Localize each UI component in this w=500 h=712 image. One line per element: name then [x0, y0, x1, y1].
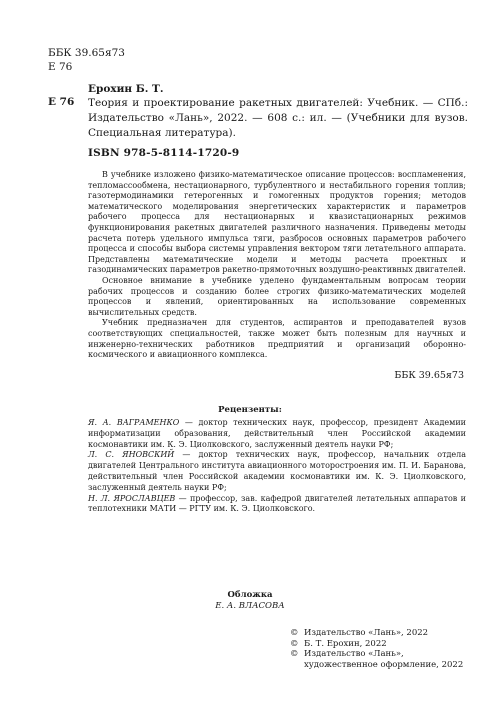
abstract-paragraph: Основное внимание в учебнике уделено фундаментальным вопросам теории рабочих процессов и созданию более строгих физико-математических моделей процессов и явлений, ориентированных на использование современных вычислительных средств. — [88, 275, 466, 317]
copyright-text: Издательство «Лань», 2022 — [304, 628, 429, 638]
bbk-code: ББК 39.65я73 — [48, 47, 125, 59]
author-name: Ерохин Б. Т. — [88, 83, 164, 95]
abstract-paragraph: В учебнике изложено физико-математическое описание процессов: воспламенения, тепломассообмена, нестационарного, турбулентного и нестабильного горения топлив; газотермодинамики гетерогенных и гомогенных продуктов горения; методов математического моделирования энергетических характеристик и параметров рабочего процесса для нестационарных и квазистационарных режимов функционирования ракетных двигателей различного назначения. Приведены методы расчета потерь удельного импульса тяги, разбросов основных параметров рабочего процесса и способы выбора системы управления вектором тяги летательного аппарата. Представлены математические модели и методы расчета проектных и газодинамических параметров ракетно-прямоточных воздушно-реактивных двигателей. — [88, 170, 466, 275]
reviewer-entry — [88, 418, 466, 450]
copyright-block — [290, 628, 463, 670]
udc-code: Е 76 — [48, 61, 73, 73]
abstract — [88, 170, 466, 361]
copyright-text: Б. Т. Ерохин, 2022 — [304, 638, 387, 649]
reviewer-name: Н. Л. ЯРОСЛАВЦЕВ — [88, 493, 176, 503]
reviewer-text: — профессор, зав. кафедрой двигателей летательных аппаратов и теплотехники МАТИ — РГТУ им. К. Э. Циолковского. — [88, 493, 466, 514]
copyright-icon: © — [290, 649, 299, 659]
copyright-icon: © — [290, 638, 299, 649]
reviewers-list — [88, 418, 466, 515]
reviewer-name: Я. А. ВАГРАМЕНКО — [88, 418, 180, 427]
copyright-line — [290, 660, 463, 671]
copyright-line — [290, 639, 463, 650]
bibliographic-description: Теория и проектирование ракетных двигателей: Учебник. — СПб.: Издательство «Лань», 2022. — 608 с.: ил. — (Учебники для вузов. Специальная литература). — [88, 97, 468, 139]
reviewer-entry — [88, 494, 466, 516]
reviewer-entry — [88, 450, 466, 493]
copyright-icon: © — [290, 628, 299, 638]
copyright-line — [290, 649, 463, 660]
entry-code: Е 76 — [48, 96, 75, 108]
abstract-paragraph: Учебник предназначен для студентов, аспирантов и преподавателей вузов соответствующих специальностей, также может быть полезным для научных и инженерно-технических работников предприятий и организаций оборонно-космического и авиационного комплекса. — [88, 318, 466, 360]
bbk-code-right: ББК 39.65я73 — [394, 370, 464, 381]
cover-label: Обложка — [227, 590, 273, 600]
copyright-text: художественное оформление, 2022 — [304, 659, 464, 670]
copyright-text: Издательство «Лань», — [304, 649, 404, 659]
reviewers-title: Рецензенты: — [218, 405, 282, 415]
isbn: ISBN 978-5-8114-1720-9 — [88, 147, 240, 159]
cover-credit — [0, 590, 500, 612]
copyright-spacer — [290, 660, 304, 671]
catalog-codes — [48, 46, 125, 74]
reviewer-text: — доктор технических наук, профессор, начальник отдела двигателей Центрального института авиационного моторостроения им. П. И. Баранова, действительный член Российской академии космонавтики им. К. Э. Циолковского, заслуженный деятель науки РФ; — [88, 450, 467, 492]
copyright-line — [290, 628, 463, 639]
reviewer-name: Л. С. ЯНОВСКИЙ — [88, 450, 175, 460]
reviewer-text: — доктор технических наук, профессор, президент Академии информатизации образования, действительный член Российской академии космонавтики им. К. Э. Циолковского, заслуженный деятель науки РФ; — [88, 418, 466, 449]
cover-designer: Е. А. ВЛАСОВА — [215, 601, 285, 611]
